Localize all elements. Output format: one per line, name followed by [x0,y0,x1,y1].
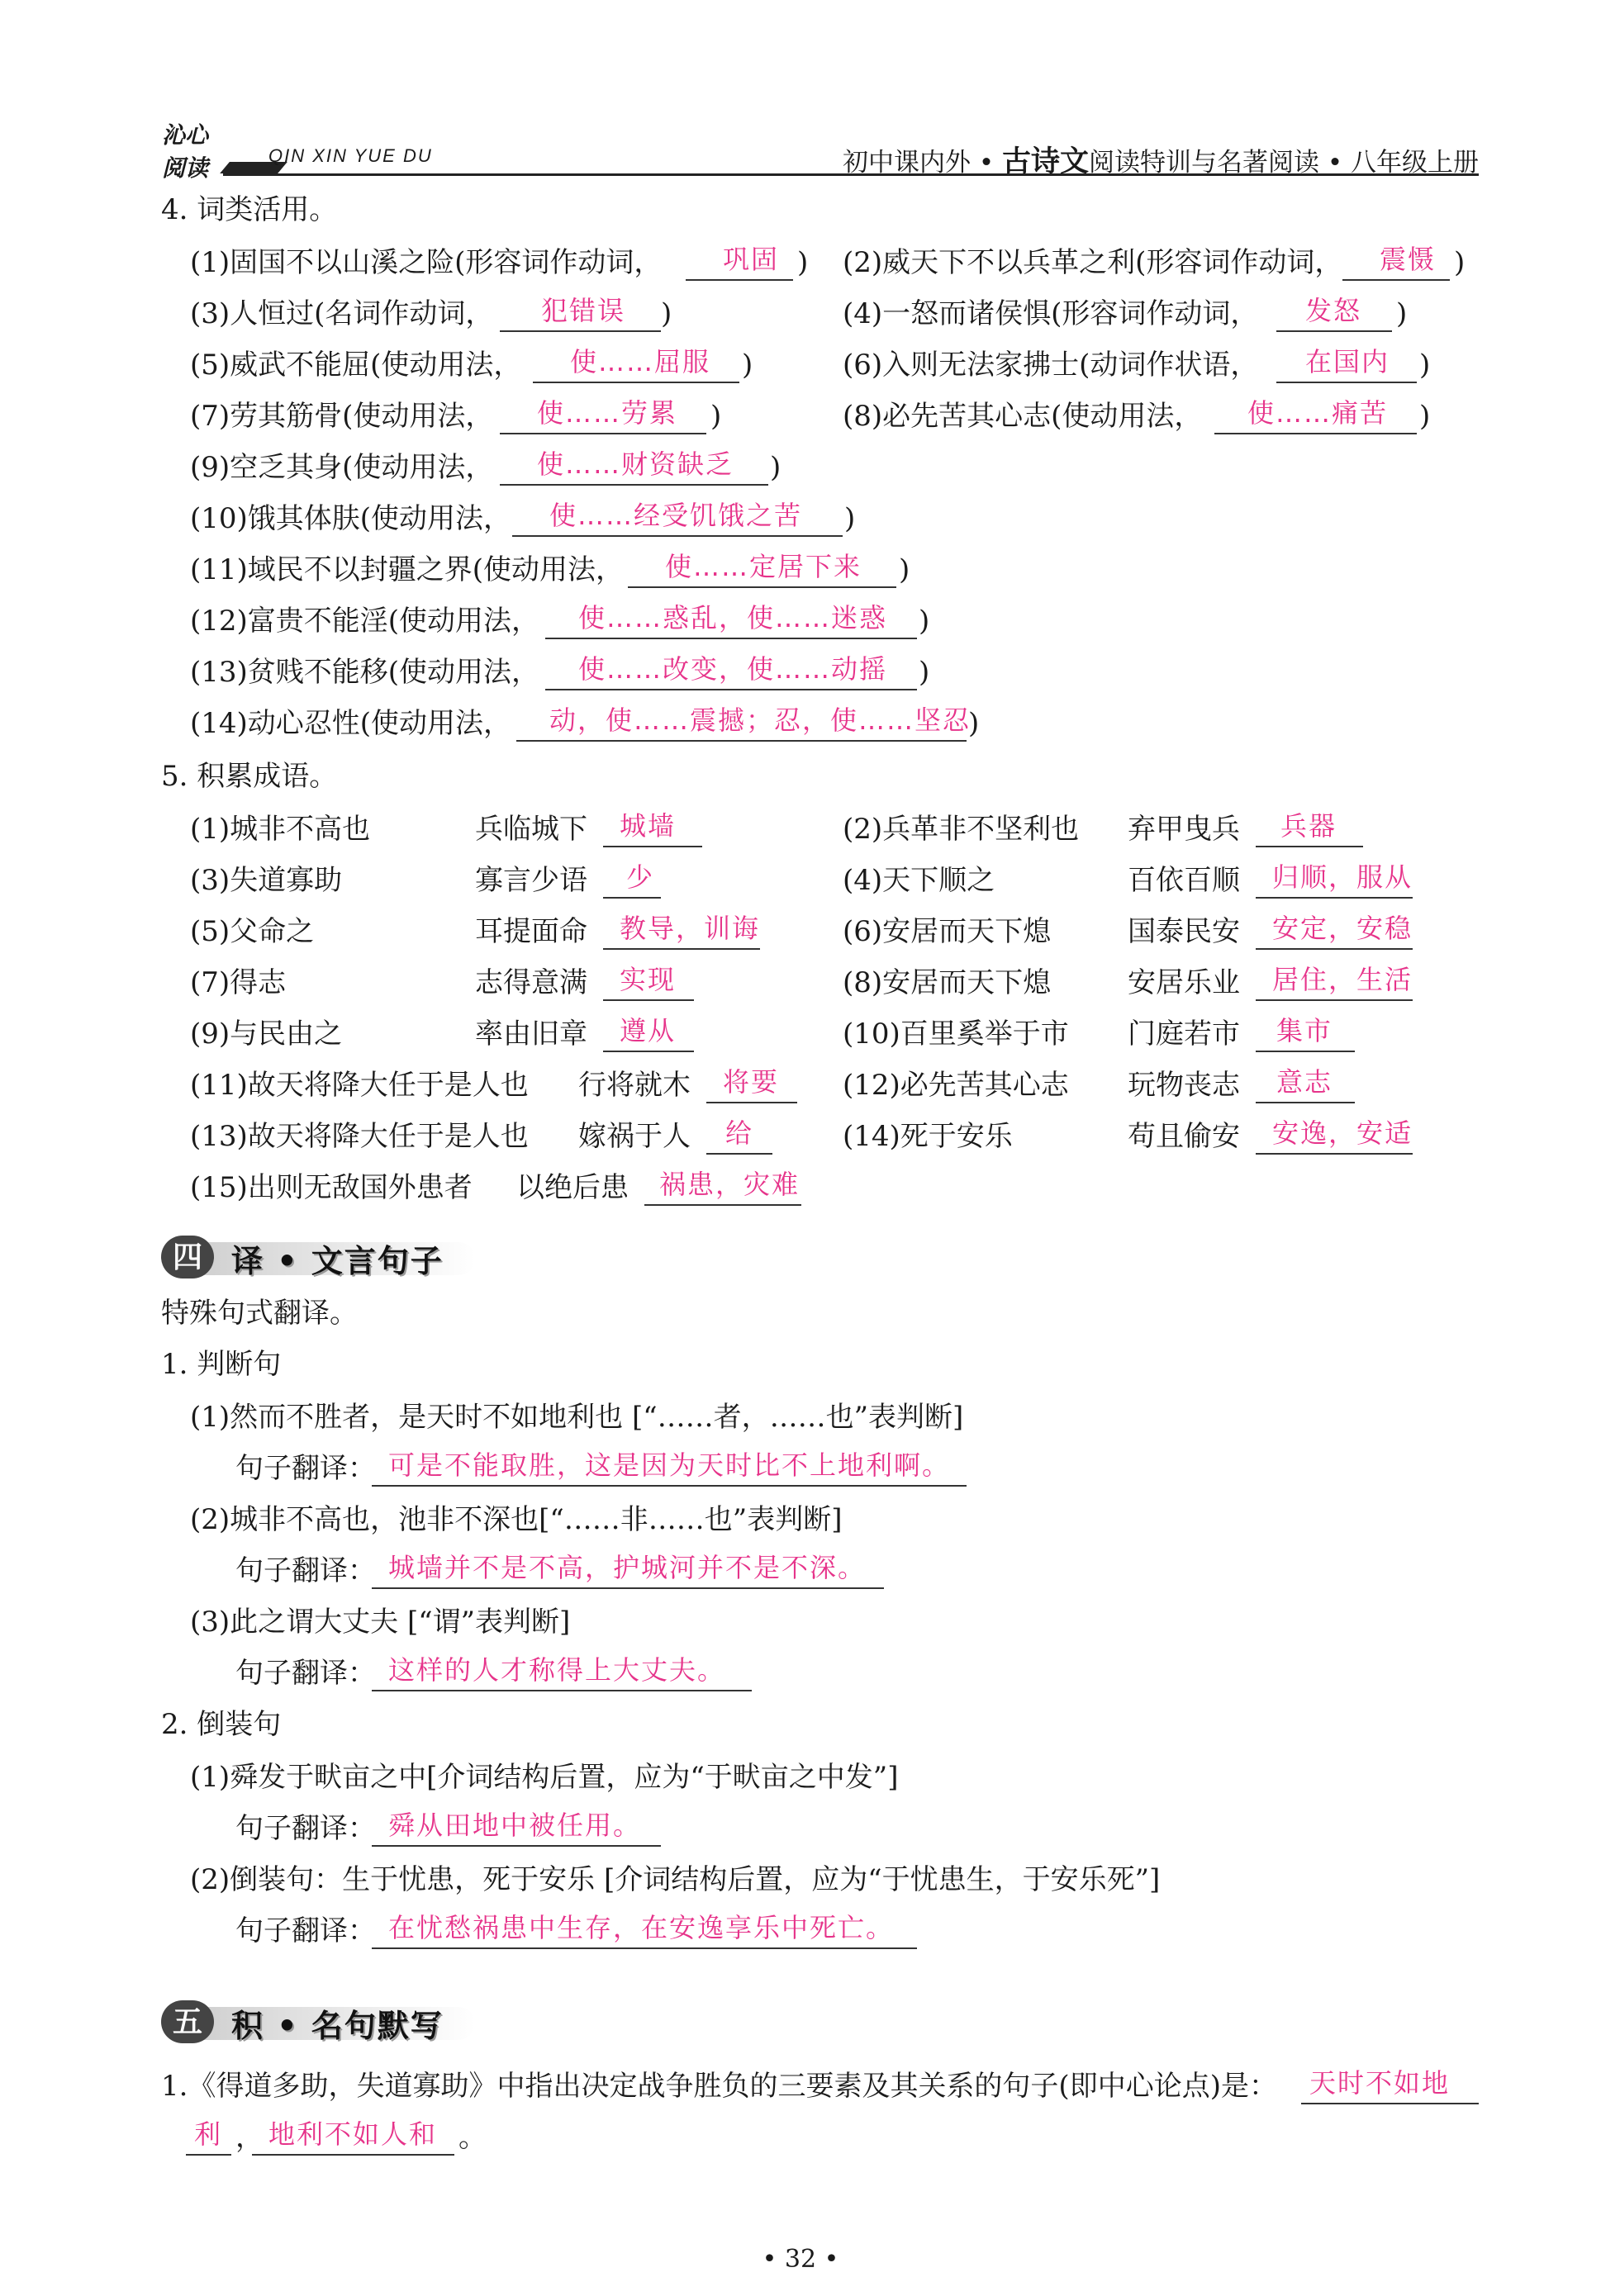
page-header [157,116,1479,182]
s4-item-3-close: ) [661,297,672,330]
answer-blank [1276,330,1392,332]
inversion-q2: (2)倒装句：生于忧患，死于安乐 [介词结构后置，应为“于忧患生，于安乐死”] [190,1863,1161,1896]
s4-item-13-answer: 使……改变，使……动摇 [578,653,888,685]
s5-answer-14: 安逸，安适 [1272,1117,1413,1149]
s4-item-9: (9)空乏其身(使动用法， [190,451,494,484]
s5-idiom-12: 玩物丧志 [1128,1069,1240,1102]
s4-heading: 4. 词类活用。 [161,193,338,226]
s4-item-3-answer: 犯错误 [541,295,626,326]
s5-answer-10: 集市 [1276,1015,1333,1046]
s5-src-2: (2)兵革非不坚利也 [843,813,1080,846]
page-number: • 32 • [762,2245,839,2274]
s5-idiom-1: 兵临城下 [475,813,587,846]
s4-item-11-answer: 使……定居下来 [665,551,862,582]
answer-blank [1256,1051,1355,1052]
s4-item-13: (13)贫贱不能移(使动用法， [190,656,540,689]
answer-blank [1256,1102,1355,1103]
s5-answer-12: 意志 [1276,1066,1333,1098]
inversion-q1-answer: 舜从田地中被任用。 [388,1810,642,1841]
s5-heading: 5. 积累成语。 [161,760,338,793]
s5-src-11: (11)故天将降大任于是人也 [190,1069,529,1102]
answer-blank [372,1485,967,1487]
s5-idiom-10: 门庭若市 [1128,1018,1240,1051]
s4-item-10-close: ) [844,502,856,535]
s4-item-2-close: ) [1454,246,1466,279]
inversion-q1-label: 句子翻译： [235,1812,376,1845]
inversion-heading: 2. 倒装句 [161,1708,282,1741]
s5-answer-11: 将要 [723,1066,780,1098]
s4-item-1 [190,244,662,281]
s4-item-9-answer: 使……财资缺乏 [537,448,734,480]
s5-src-9: (9)与民由之 [190,1018,343,1051]
answer-blank [500,484,768,486]
recite-question: 1.《得道多助，失道寡助》中指出决定战争胜负的三要素及其关系的句子(即中心论点)是： [161,2070,1277,2103]
answer-blank [1256,999,1413,1001]
s5-idiom-13: 嫁祸于人 [578,1120,691,1153]
judge-q1-label: 句子翻译： [235,1452,376,1485]
answer-blank [706,1102,797,1103]
s4-item-7: (7)劳其筋骨(使动用法， [190,400,494,433]
translation-intro: 特殊句式翻译。 [161,1297,358,1330]
answer-blank [500,330,661,332]
s4-item-12-close: ) [919,605,930,638]
s4-item-11-close: ) [899,553,910,586]
s4-item-2-answer: 震慑 [1380,244,1437,275]
s4-item-14: (14)动心忍性(使动用法， [190,707,512,740]
answer-blank [372,1587,884,1589]
s4-item-5-answer: 使……屈服 [570,346,711,377]
logo-line2: 阅读 [162,154,209,182]
s4-item-3: (3)人恒过(名词作动词， [190,297,494,330]
s4-item-5-close: ) [742,349,753,382]
answer-blank [628,586,896,588]
s4-item-10-answer: 使……经受饥饿之苦 [549,500,803,531]
inversion-q2-label: 句子翻译： [235,1914,376,1947]
s4-item-6-answer: 在国内 [1305,346,1390,377]
judge-q2-answer: 城墙并不是不高，护城河并不是不深。 [388,1552,867,1583]
answer-blank [603,948,760,950]
s4-item-12-answer: 使……惑乱，使……迷惑 [578,602,888,633]
header-title-post: 阅读特训与名著阅读 • 八年级上册 [1089,148,1479,178]
answer-blank [512,535,843,537]
recite-comma: ， [235,2121,264,2154]
s5-src-13: (13)故天将降大任于是人也 [190,1120,529,1153]
s4-item-7-answer: 使……劳累 [537,397,678,429]
s5-src-3: (3)失道寡助 [190,864,343,897]
section-four-number: 四 [161,1236,214,1278]
s4-item-2-pre: (2)威天下不以兵革之利(形容词作动词， [843,246,1343,279]
answer-blank [603,897,661,899]
s4-item-10: (10)饿其体肤(使动用法， [190,502,512,535]
answer-blank [372,1947,917,1949]
s5-answer-6: 安定，安稳 [1272,913,1413,944]
judge-q2: (2)城非不高也，池非不深也[“……非……也”表判断] [190,1503,843,1536]
section-four-title: 译 • 文言句子 [231,1243,444,1279]
judge-q3: (3)此之谓大丈夫 [“谓”表判断] [190,1606,571,1639]
s4-item-6: (6)入则无法家拂士(动词作状语， [843,349,1259,382]
answer-blank [372,1690,752,1691]
header-title-bold: 古诗文 [1001,145,1089,178]
s5-src-14: (14)死于安乐 [843,1120,1013,1153]
answer-blank [1342,279,1450,281]
s5-answer-15: 祸患，灾难 [659,1169,800,1200]
s4-item-4-close: ) [1396,297,1408,330]
logo-line1: 沁心 [162,121,209,149]
s5-idiom-2: 弃甲曳兵 [1128,813,1240,846]
answer-blank [686,279,793,281]
s4-item-8: (8)必先苦其心志(使动用法， [843,400,1203,433]
answer-blank [1256,897,1413,899]
s5-answer-9: 遵从 [620,1015,677,1046]
s4-item-9-close: ) [770,451,781,484]
s4-item-8-answer: 使……痛苦 [1247,397,1389,429]
inversion-q2-answer: 在忧愁祸患中生存，在安逸享乐中死亡。 [388,1912,895,1943]
s5-src-12: (12)必先苦其心志 [843,1069,1069,1102]
s4-item-4: (4)一怒而诸侯惧(形容词作动词， [843,297,1259,330]
answer-blank [500,433,706,434]
s4-item-8-close: ) [1419,400,1431,433]
s5-idiom-7: 志得意满 [475,966,587,999]
answer-blank [1256,948,1413,950]
s4-item-1-pre: (1)固国不以山溪之险(形容词作动词， [190,246,663,279]
s5-answer-13: 给 [725,1117,754,1149]
s5-idiom-5: 耳提面命 [475,915,587,948]
answer-blank [186,2154,231,2156]
answer-blank [644,1204,801,1206]
s5-src-4: (4)天下顺之 [843,864,995,897]
s5-src-6: (6)安居而天下熄 [843,915,1052,948]
s5-src-10: (10)百里奚举于市 [843,1018,1069,1051]
judge-q1: (1)然而不胜者，是天时不如地利也 [“……者，……也”表判断] [190,1401,964,1434]
s4-item-11: (11)域民不以封疆之界(使动用法， [190,553,625,586]
answer-blank [545,638,917,639]
answer-blank [706,1153,772,1155]
s5-idiom-14: 苟且偷安 [1128,1120,1240,1153]
s5-answer-8: 居住，生活 [1272,964,1413,995]
answer-blank [1256,846,1363,847]
header-title-pre: 初中课内外 • [842,148,1002,178]
recite-end: 。 [458,2121,487,2154]
answer-blank [1276,382,1417,383]
inversion-q1: (1)舜发于畎亩之中[介词结构后置，应为“于畎亩之中发”] [190,1761,899,1794]
judge-heading: 1. 判断句 [161,1348,282,1381]
s5-src-7: (7)得志 [190,966,287,999]
s5-idiom-4: 百依百顺 [1128,864,1240,897]
s5-idiom-11: 行将就木 [578,1069,691,1102]
s4-item-12: (12)富贵不能淫(使动用法， [190,605,540,638]
judge-q1-answer: 可是不能取胜，这是因为天时比不上地利啊。 [388,1449,951,1481]
section-five-banner [161,1999,475,2047]
s5-answer-2: 兵器 [1280,810,1337,842]
section-five-number: 五 [161,2000,214,2043]
s4-item-1-answer: 巩固 [723,244,780,275]
s5-idiom-3: 寡言少语 [475,864,587,897]
s5-answer-4: 归顺，服从 [1272,861,1413,893]
judge-q3-label: 句子翻译： [235,1657,376,1690]
answer-blank [603,999,694,1001]
answer-blank [533,382,739,383]
s5-idiom-8: 安居乐业 [1128,966,1240,999]
answer-blank [603,846,702,847]
judge-q3-answer: 这样的人才称得上大丈夫。 [388,1654,726,1686]
answer-blank [545,689,917,690]
section-five-title: 积 • 名句默写 [231,2008,444,2044]
recite-answer-1b: 利 [194,2118,223,2150]
s5-answer-7: 实现 [620,964,677,995]
answer-blank [516,740,967,742]
s4-item-14-close: ) [968,707,980,740]
s4-item-6-close: ) [1419,349,1431,382]
answer-blank [1301,2103,1479,2104]
s5-answer-1: 城墙 [620,810,677,842]
s4-item-4-answer: 发怒 [1305,295,1362,326]
s5-idiom-15: 以绝后患 [516,1171,629,1204]
s5-answer-3: 少 [626,861,655,893]
s5-src-1: (1)城非不高也 [190,813,371,846]
section-four-banner [161,1234,475,1282]
s5-src-8: (8)安居而天下熄 [843,966,1052,999]
judge-q2-label: 句子翻译： [235,1554,376,1587]
answer-blank [1256,1153,1413,1155]
answer-blank [372,1845,661,1847]
s5-idiom-6: 国泰民安 [1128,915,1240,948]
s5-answer-5: 教导，训诲 [620,913,761,944]
s5-src-5: (5)父命之 [190,915,315,948]
s5-src-15: (15)出则无敌国外患者 [190,1171,473,1204]
header-pinyin: QIN XIN YUE DU [268,145,433,166]
answer-blank [252,2154,454,2156]
header-title [843,139,1479,180]
s4-item-14-answer: 动，使……震撼；忍，使……坚忍 [549,704,972,736]
s4-item-1-close: ) [797,246,809,279]
s4-item-7-close: ) [710,400,722,433]
answer-blank [603,1051,694,1052]
recite-answer-1a: 天时不如地 [1309,2067,1451,2099]
s4-item-5: (5)威武不能屈(使动用法， [190,349,522,382]
s5-idiom-9: 率由旧章 [475,1018,587,1051]
recite-answer-2: 地利不如人和 [268,2118,438,2150]
s4-item-13-close: ) [919,656,930,689]
s4-item-2 [843,244,1342,281]
answer-blank [1214,433,1417,434]
